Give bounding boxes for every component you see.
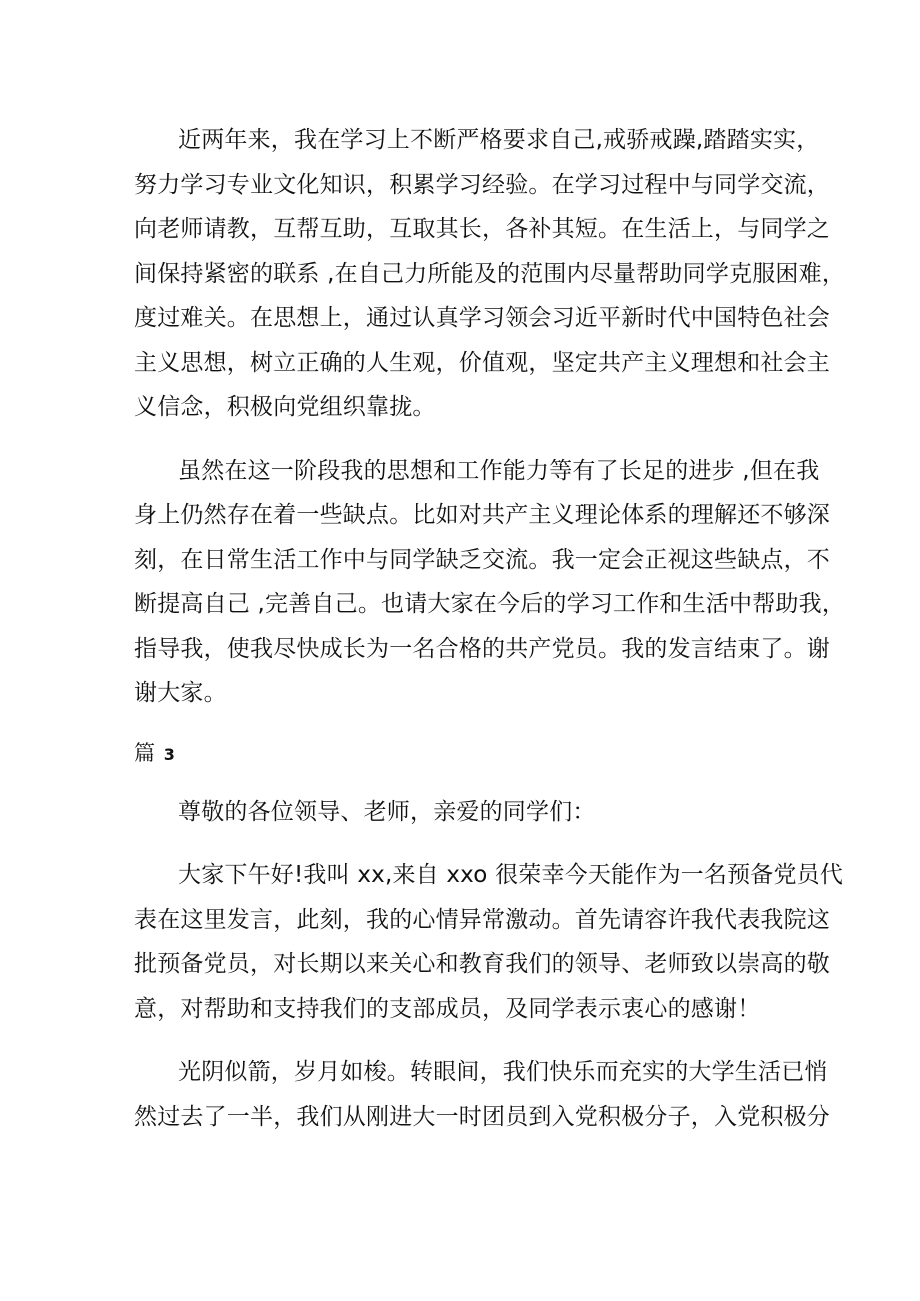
text-line: 大家下午好!我叫 xx,来自 xxo 很荣幸今天能作为一名预备党员代 (178, 862, 844, 888)
text-line: 谢大家。 (134, 680, 227, 706)
text-line: 光阴似箭，岁月如梭。转眼间，我们快乐而充实的大学生活已悄 (178, 1059, 828, 1085)
text-line: 表在这里发言，此刻，我的心情异常激动。首先请容许我代表我院这 (134, 906, 830, 933)
text-line: 虽然在这一阶段我的思想和工作能力等有了长足的进步 ,但在我 (178, 457, 820, 484)
text-line: 近两年来，我在学习上不断严格要求自己,戒骄戒躁,踏踏实实， (178, 127, 820, 153)
text-line: 指导我，使我尽快成长为一名合格的共产党员。我的发言结束了。谢 (134, 635, 830, 662)
paragraph-study-life (134, 118, 846, 430)
text-line: 批预备党员，对长期以来关心和教育我们的领导、老师致以崇高的敬 (134, 951, 830, 977)
section-heading (134, 735, 794, 771)
greeting-line: 尊敬的各位领导、老师，亲爱的同学们： (178, 798, 596, 825)
text-line: 断提高自己 ,完善自己。也请大家在今后的学习工作和生活中帮助我， (134, 591, 846, 617)
text-line: 意，对帮助和支持我们的支部成员，及同学表示衷心的感谢！ (134, 995, 761, 1022)
text-line: 努力学习专业文化知识，积累学习经验。在学习过程中与同学交流， (134, 171, 830, 198)
text-line: 间保持紧密的联系 ,在自己力所能及的范围内尽量帮助同学克服困难， (134, 260, 846, 287)
text-line: 主义思想，树立正确的人生观，价值观，坚定共产主义理想和社会主 (134, 349, 830, 376)
section-label: 篇 (134, 740, 155, 765)
document-page (134, 118, 846, 1158)
text-line: 度过难关。在思想上，通过认真学习领会习近平新时代中国特色社会 (134, 305, 830, 331)
greeting-paragraph (134, 790, 794, 835)
paragraph-introduction (134, 853, 844, 1031)
text-line: 然过去了一半，我们从刚进大一时团员到入党积极分子，入党积极分 (134, 1103, 830, 1130)
section-number: 3 (163, 744, 175, 764)
text-line: 身上仍然存在着一些缺点。比如对共产主义理论体系的理解还不够深 (134, 502, 830, 528)
text-line: 义信念，积极向党组织靠拢。 (134, 394, 436, 420)
paragraph-time-passes (134, 1050, 830, 1139)
text-line: 刻，在日常生活工作中与同学缺乏交流。我一定会正视这些缺点，不 (134, 546, 830, 573)
text-line: 向老师请教，互帮互助，互取其长，各补其短。在生活上，与同学之 (134, 216, 830, 242)
paragraph-shortcomings (134, 449, 846, 716)
